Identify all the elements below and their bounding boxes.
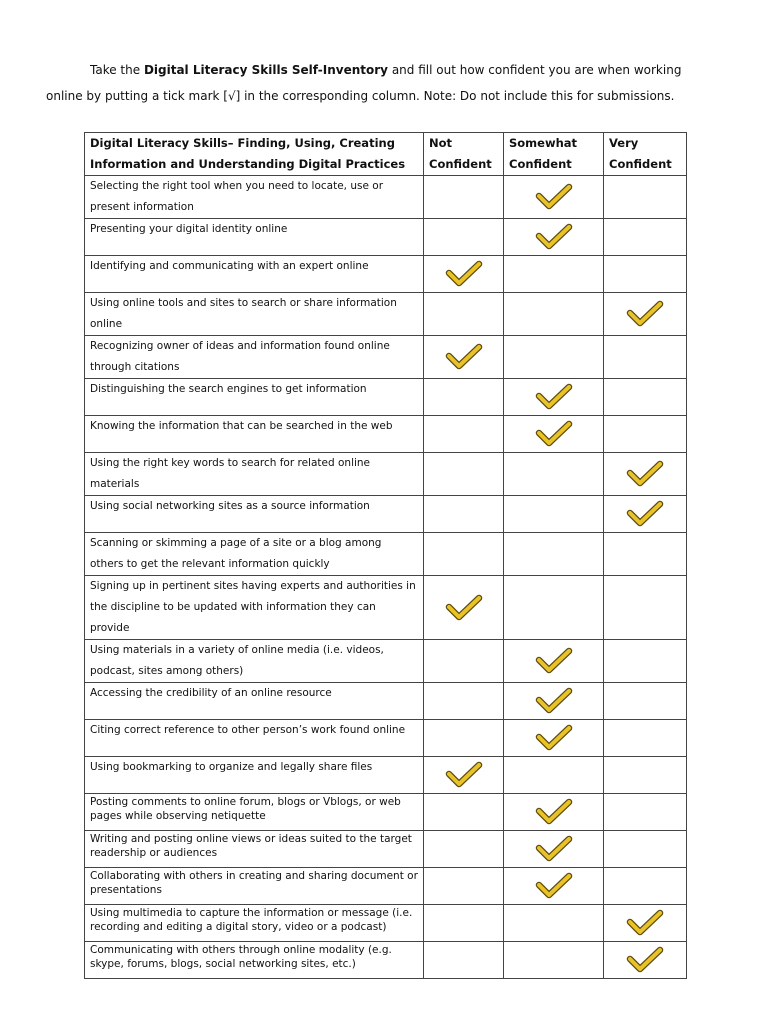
skill-cell: Collaborating with others in creating and sharing document or presentations xyxy=(85,868,424,905)
skill-cell: Identifying and communicating with an expert online xyxy=(85,256,424,293)
very-confident-cell[interactable] xyxy=(604,720,687,757)
table-row xyxy=(85,720,687,757)
table-row xyxy=(85,256,687,293)
very-confident-cell[interactable] xyxy=(604,905,687,942)
tick-mark-icon xyxy=(535,383,573,411)
not-confident-cell[interactable] xyxy=(424,757,504,794)
tick-mark-icon xyxy=(535,647,573,675)
tick-mark-icon xyxy=(535,872,573,900)
somewhat-confident-cell[interactable] xyxy=(504,905,604,942)
very-confident-cell[interactable] xyxy=(604,576,687,640)
very-confident-cell[interactable] xyxy=(604,453,687,496)
not-confident-cell[interactable] xyxy=(424,219,504,256)
table-row xyxy=(85,176,687,219)
tick-mark-icon xyxy=(535,798,573,826)
tick-mark-icon xyxy=(445,594,483,622)
table-row xyxy=(85,794,687,831)
not-confident-cell[interactable] xyxy=(424,533,504,576)
skill-cell: Using the right key words to search for related online materials xyxy=(85,453,424,496)
instructions-paragraph xyxy=(46,58,686,109)
tick-mark-icon xyxy=(626,500,664,528)
somewhat-confident-cell[interactable] xyxy=(504,640,604,683)
somewhat-confident-cell[interactable] xyxy=(504,336,604,379)
tick-mark-icon xyxy=(535,835,573,863)
very-confident-cell[interactable] xyxy=(604,379,687,416)
skill-cell: Using online tools and sites to search or share information online xyxy=(85,293,424,336)
table-row xyxy=(85,453,687,496)
very-confident-cell[interactable] xyxy=(604,293,687,336)
very-confident-cell[interactable] xyxy=(604,831,687,868)
table-row xyxy=(85,831,687,868)
skill-cell: Citing correct reference to other person’s work found online xyxy=(85,720,424,757)
very-confident-cell[interactable] xyxy=(604,256,687,293)
somewhat-confident-cell[interactable] xyxy=(504,868,604,905)
tick-mark-icon xyxy=(535,724,573,752)
table-row xyxy=(85,336,687,379)
table-row xyxy=(85,293,687,336)
instructions-text-1: Take the xyxy=(90,63,144,77)
somewhat-confident-cell[interactable] xyxy=(504,831,604,868)
tick-mark-icon xyxy=(445,260,483,288)
skill-cell: Distinguishing the search engines to get information xyxy=(85,379,424,416)
not-confident-cell[interactable] xyxy=(424,576,504,640)
table-row xyxy=(85,416,687,453)
tick-mark-icon xyxy=(445,761,483,789)
tick-mark-icon xyxy=(626,909,664,937)
very-confident-cell[interactable] xyxy=(604,336,687,379)
table-row xyxy=(85,683,687,720)
not-confident-cell[interactable] xyxy=(424,905,504,942)
tick-mark-icon xyxy=(535,420,573,448)
somewhat-confident-cell[interactable] xyxy=(504,683,604,720)
somewhat-confident-cell[interactable] xyxy=(504,720,604,757)
skill-cell: Using social networking sites as a source information xyxy=(85,496,424,533)
skill-cell: Communicating with others through online modality (e.g. skype, forums, blogs, social networking sites, etc.) xyxy=(85,942,424,979)
skill-cell: Using materials in a variety of online media (i.e. videos, podcast, sites among others) xyxy=(85,640,424,683)
somewhat-confident-cell[interactable] xyxy=(504,757,604,794)
skill-cell: Posting comments to online forum, blogs or Vblogs, or web pages while observing netiquette xyxy=(85,794,424,831)
somewhat-confident-cell[interactable] xyxy=(504,293,604,336)
skill-cell: Presenting your digital identity online xyxy=(85,219,424,256)
skill-cell: Using bookmarking to organize and legally share files xyxy=(85,757,424,794)
not-confident-cell[interactable] xyxy=(424,831,504,868)
tick-mark-icon xyxy=(626,300,664,328)
skill-cell: Accessing the credibility of an online resource xyxy=(85,683,424,720)
tick-mark-icon xyxy=(535,183,573,211)
not-confident-cell[interactable] xyxy=(424,868,504,905)
skill-cell: Scanning or skimming a page of a site or a blog among others to get the relevant information quickly xyxy=(85,533,424,576)
skill-cell: Signing up in pertinent sites having experts and authorities in the discipline to be updated with information they can provide xyxy=(85,576,424,640)
table-row xyxy=(85,640,687,683)
skill-cell: Recognizing owner of ideas and information found online through citations xyxy=(85,336,424,379)
somewhat-confident-cell[interactable] xyxy=(504,379,604,416)
very-confident-cell[interactable] xyxy=(604,496,687,533)
table-row xyxy=(85,757,687,794)
inventory-title: Digital Literacy Skills Self-Inventory xyxy=(143,63,389,77)
table-body xyxy=(85,176,687,979)
table-header-row xyxy=(85,133,687,176)
not-confident-cell[interactable] xyxy=(424,683,504,720)
table-row xyxy=(85,868,687,905)
table-row xyxy=(85,942,687,979)
not-confident-cell[interactable] xyxy=(424,379,504,416)
very-confident-cell[interactable] xyxy=(604,942,687,979)
very-confident-cell[interactable] xyxy=(604,757,687,794)
not-confident-cell[interactable] xyxy=(424,256,504,293)
self-inventory-table xyxy=(84,132,687,979)
not-confident-cell[interactable] xyxy=(424,293,504,336)
tick-mark-icon xyxy=(445,343,483,371)
table-row xyxy=(85,496,687,533)
somewhat-confident-cell[interactable] xyxy=(504,176,604,219)
not-confident-cell[interactable] xyxy=(424,496,504,533)
very-confident-cell[interactable] xyxy=(604,683,687,720)
very-confident-cell[interactable] xyxy=(604,868,687,905)
skill-cell: Selecting the right tool when you need to locate, use or present information xyxy=(85,176,424,219)
skill-cell: Writing and posting online views or ideas suited to the target readership or audiences xyxy=(85,831,424,868)
very-confident-cell[interactable] xyxy=(604,219,687,256)
not-confident-cell[interactable] xyxy=(424,416,504,453)
very-confident-cell[interactable] xyxy=(604,794,687,831)
not-confident-cell[interactable] xyxy=(424,942,504,979)
table-row xyxy=(85,379,687,416)
somewhat-confident-cell[interactable] xyxy=(504,219,604,256)
somewhat-confident-cell[interactable] xyxy=(504,794,604,831)
somewhat-confident-cell[interactable] xyxy=(504,416,604,453)
very-confident-cell[interactable] xyxy=(604,176,687,219)
header-not-confident: Not Confident xyxy=(424,133,504,176)
tick-mark-icon xyxy=(535,687,573,715)
header-skill: Digital Literacy Skills– Finding, Using, Creating Information and Understanding Digital Practices xyxy=(85,133,424,176)
skill-cell: Using multimedia to capture the information or message (i.e. recording and editing a digital story, video or a podcast) xyxy=(85,905,424,942)
not-confident-cell[interactable] xyxy=(424,640,504,683)
very-confident-cell[interactable] xyxy=(604,416,687,453)
tick-mark-icon xyxy=(626,946,664,974)
table-row xyxy=(85,576,687,640)
header-very-confident: Very Confident xyxy=(604,133,687,176)
somewhat-confident-cell[interactable] xyxy=(504,256,604,293)
instructions-text-2: and fill out how confident you are when working online by putting a tick mark [√] in the corresponding column. Note: Do not include this for submissions. xyxy=(46,63,682,103)
tick-mark-icon xyxy=(535,223,573,251)
not-confident-cell[interactable] xyxy=(424,720,504,757)
not-confident-cell[interactable] xyxy=(424,336,504,379)
somewhat-confident-cell[interactable] xyxy=(504,453,604,496)
somewhat-confident-cell[interactable] xyxy=(504,533,604,576)
skill-cell: Knowing the information that can be searched in the web xyxy=(85,416,424,453)
very-confident-cell[interactable] xyxy=(604,533,687,576)
very-confident-cell[interactable] xyxy=(604,640,687,683)
not-confident-cell[interactable] xyxy=(424,794,504,831)
somewhat-confident-cell[interactable] xyxy=(504,942,604,979)
not-confident-cell[interactable] xyxy=(424,176,504,219)
table-row xyxy=(85,219,687,256)
table-row xyxy=(85,905,687,942)
tick-mark-icon xyxy=(626,460,664,488)
table-row xyxy=(85,533,687,576)
not-confident-cell[interactable] xyxy=(424,453,504,496)
somewhat-confident-cell[interactable] xyxy=(504,496,604,533)
somewhat-confident-cell[interactable] xyxy=(504,576,604,640)
header-somewhat-confident: Somewhat Confident xyxy=(504,133,604,176)
